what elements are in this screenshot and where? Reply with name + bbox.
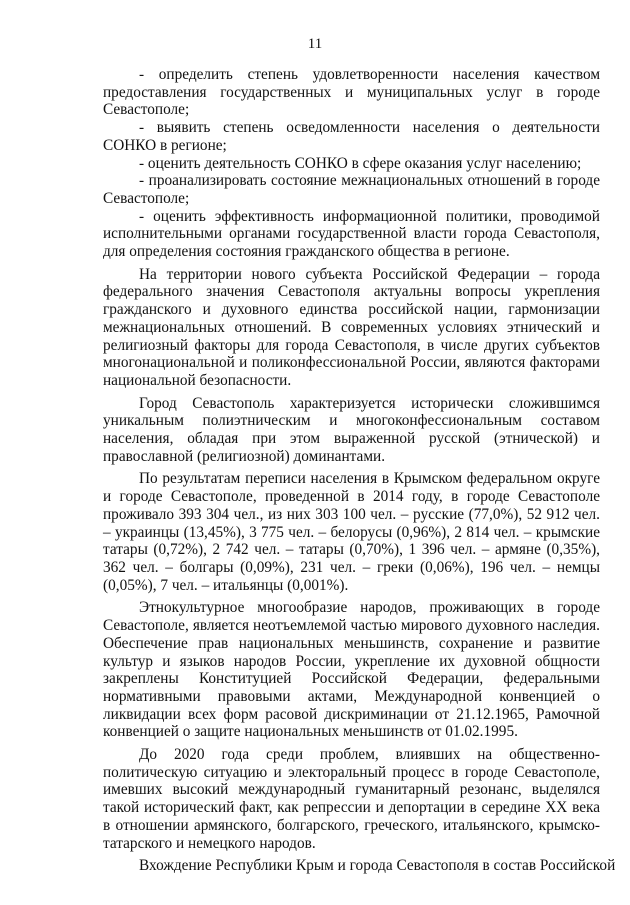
bullet-satisfaction-services: - определить степень удовлетворенности населения качеством предоставления государственных и муниципальных услуг в городе Севастополе; — [103, 66, 600, 119]
bullet-information-policy: - оценить эффективность информационной политики, проводимой исполнительными органами государственной власти города Севастополя, для определения состояния гражданского общества в регионе. — [103, 207, 600, 261]
bullet-interethnic-relations: - проанализировать состояние межнациональных отношений в городе Севастополе; — [103, 172, 600, 207]
paragraph-ethnocultural-diversity: Этнокультурное многообразие народов, проживающих в городе Севастополе, является неотъемлемой частью мирового духовного наследия. Обеспечение прав национальных меньшинств, сохранение и развитие культур и языков народов России, укрепление их духовной общности закреплены Конституцией Российской Федерации, федеральными нормативными правовыми актами, Международной конвенцией о ликвидации всех форм расовой дискриминации от 21.12.1965, Рамочной конвенцией о защите национальных меньшинств от 01.02.1995. — [103, 599, 600, 741]
document-body — [103, 66, 616, 875]
bullet-awareness-sonko: - выявить степень осведомленности населения о деятельности СОНКО в регионе; — [103, 119, 600, 154]
paragraph-census: По результатам переписи населения в Крымском федеральном округе и городе Севастополе, проведенной в 2014 году, в городе Севастополе проживало 393 304 чел., из них 303 100 чел. – русские (77,0%), 52 912 чел. – украинцы (13,45%), 3 775 чел. – белорусы (0,96%), 2 814 чел. – крымские татары (0,72%), 2 742 чел. – татары (0,70%), 1 396 чел. – армяне (0,35%), 362 чел. – болгары (0,09%), 231 чел. – греки (0,06%), 196 чел. – немцы (0,05%), 7 чел. – итальянцы (0,001%). — [103, 470, 600, 594]
bullet-assess-sonko: - оценить деятельность СОНКО в сфере оказания услуг населению; — [139, 154, 582, 172]
paragraph-territory: На территории нового субъекта Российской Федерации – города федерального значения Севастополя актуальны вопросы укрепления гражданского и духовного единства российской нации, гармонизации межнациональных отношений. В современных условиях этнический и религиозный факторы для города Севастополя, в числе других субъектов многонациональной и поликонфессиональной России, являются факторами национальной безопасности. — [103, 265, 600, 389]
paragraph-problems-before-2020: До 2020 года среди проблем, влиявших на общественно-политическую ситуацию и электоральный процесс в городе Севастополе, имевших высокий международный гуманитарный резонанс, выделялся такой исторический факт, как репрессии и депортации в середине XX века в отношении армянского, болгарского, греческого, итальянского, крымско-татарского и немецкого народов. — [103, 746, 600, 852]
paragraph-crimea-entry: Вхождение Республики Крым и города Севастополя в состав Российской — [139, 857, 616, 875]
paragraph-city-characteristics: Город Севастополь характеризуется исторически сложившимся уникальным полиэтническим и многоконфессиональным составом населения, обладая при этом выраженной русской (этнической) и православной (религиозной) доминантами. — [103, 394, 600, 465]
page-number: 11 — [307, 36, 323, 52]
